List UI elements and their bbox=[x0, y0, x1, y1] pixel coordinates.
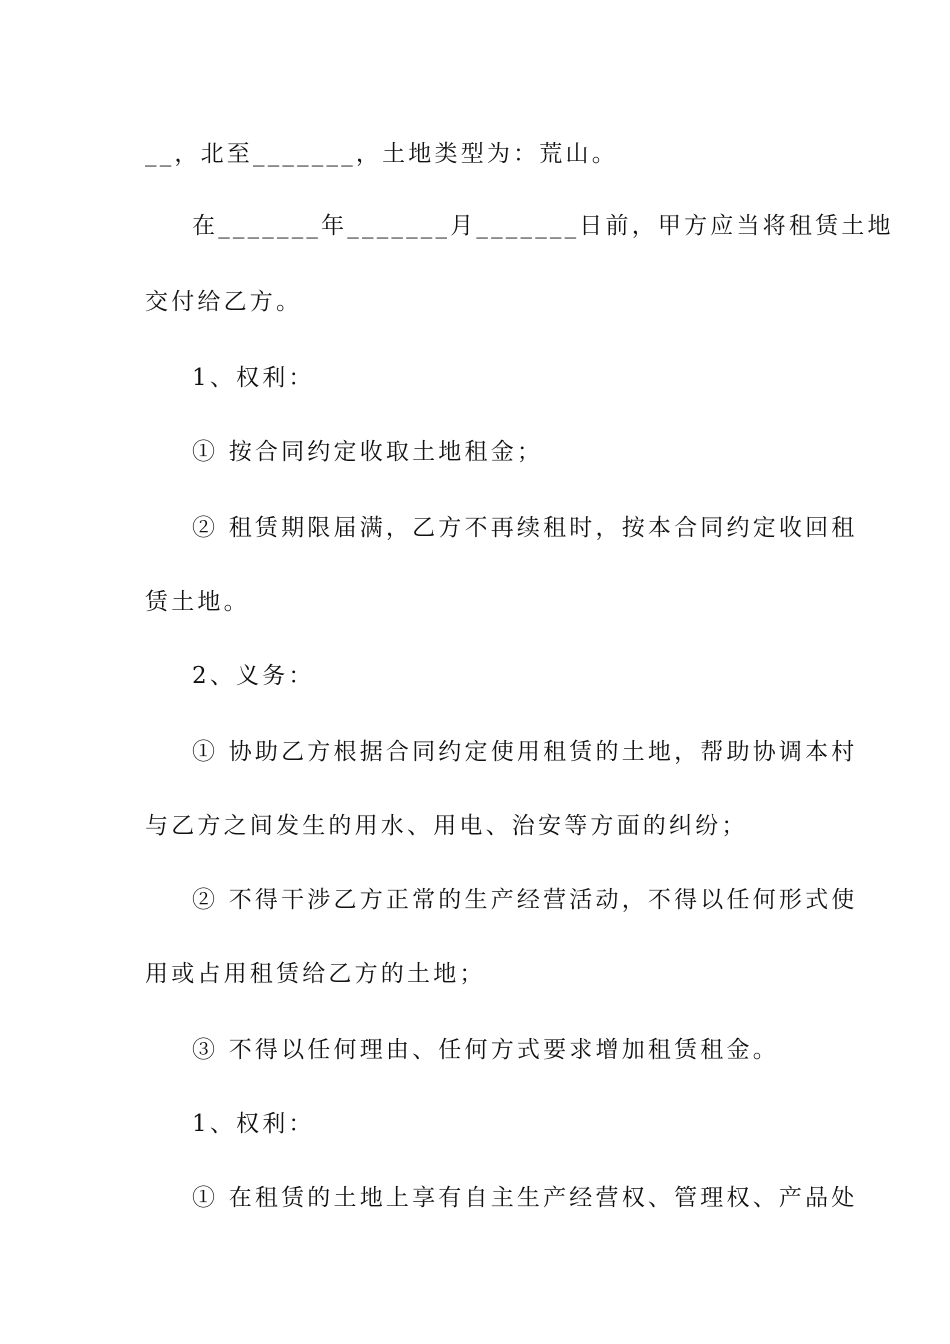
text-line: ① 按合同约定收取土地租金； bbox=[192, 439, 544, 465]
text-line: 2、义务： bbox=[192, 663, 315, 689]
text-line: 1、权利： bbox=[192, 365, 315, 391]
text-line: 用或占用租赁给乙方的土地； bbox=[145, 961, 486, 987]
text-line: ③ 不得以任何理由、任何方式要求增加租赁租金。 bbox=[192, 1037, 779, 1063]
text-line: __，北至_______，土地类型为：荒山。 bbox=[145, 141, 618, 167]
text-line: 赁土地。 bbox=[145, 589, 250, 615]
text-line: ① 在租赁的土地上享有自主生产经营权、管理权、产品处 bbox=[192, 1185, 858, 1211]
text-line: 交付给乙方。 bbox=[145, 289, 303, 315]
text-line: 1、权利： bbox=[192, 1111, 315, 1137]
text-line: 在_______年_______月_______日前，甲方应当将租赁土地 bbox=[192, 213, 894, 239]
text-line: ② 不得干涉乙方正常的生产经营活动，不得以任何形式使 bbox=[192, 887, 858, 913]
text-line: ① 协助乙方根据合同约定使用租赁的土地，帮助协调本村 bbox=[192, 739, 858, 765]
text-line: ② 租赁期限届满，乙方不再续租时，按本合同约定收回租 bbox=[192, 515, 858, 541]
text-line: 与乙方之间发生的用水、用电、治安等方面的纠纷； bbox=[145, 813, 748, 839]
